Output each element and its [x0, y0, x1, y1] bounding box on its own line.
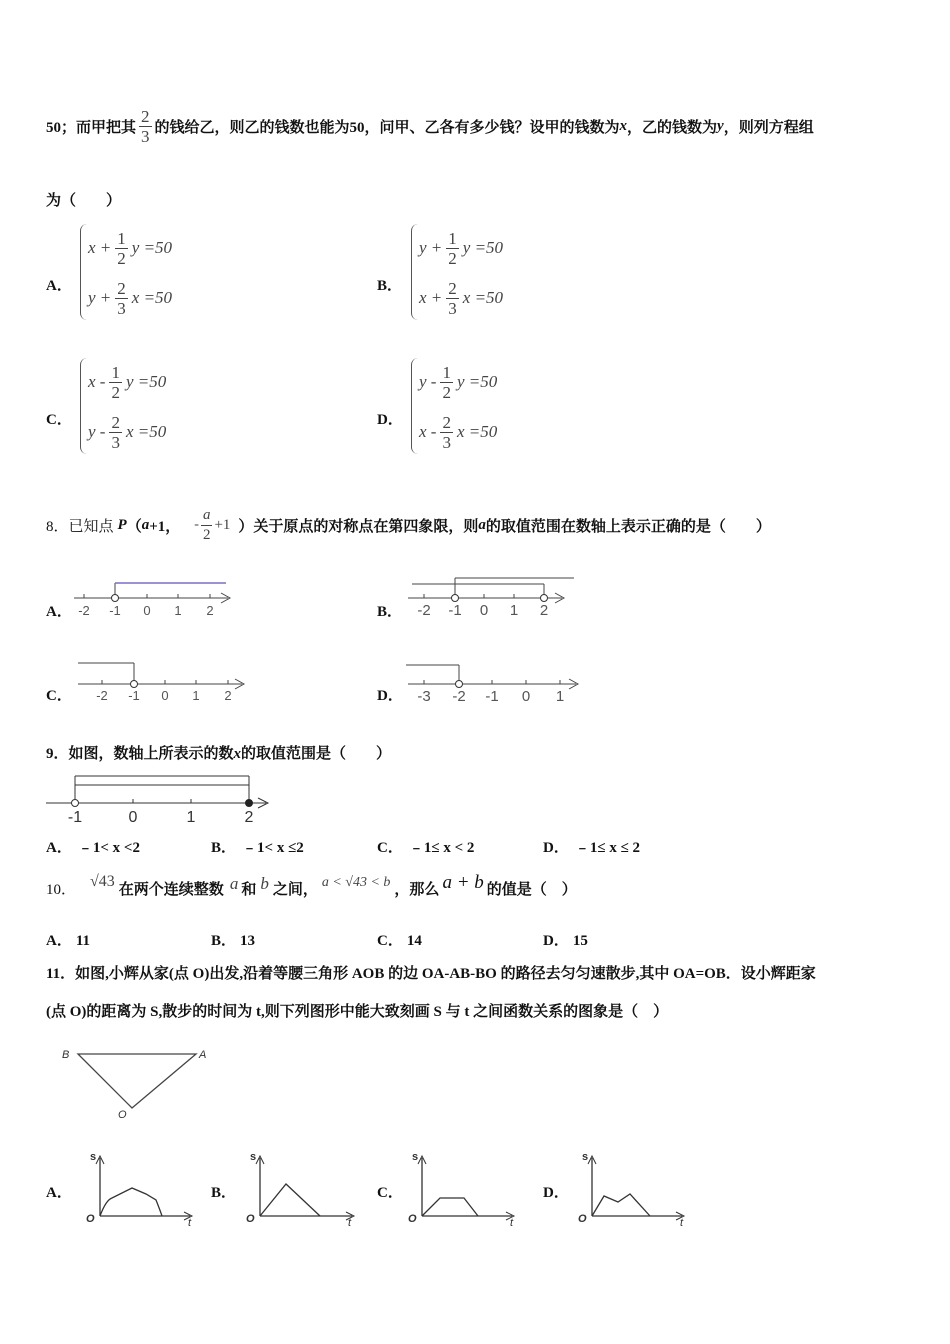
q11-option-b-label[interactable]: B．	[211, 1185, 237, 1201]
q8-fraction: $\frac{a}{2}$	[202, 506, 211, 543]
axis-s-label: s	[582, 1151, 589, 1163]
tick-label: 2	[539, 602, 549, 619]
tick-label: -1	[67, 809, 83, 826]
tick-label: 0	[521, 688, 531, 702]
q9-option-b[interactable]: B． ﹣1< x ≤2	[211, 840, 304, 856]
q7-option-d-equation-2: x - $\frac{2}{3}$ x =50	[419, 412, 498, 452]
q8-option-c-label[interactable]: C．	[46, 688, 72, 704]
brace	[411, 224, 418, 320]
q11-option-c-label[interactable]: C．	[377, 1185, 403, 1201]
q8-numberline-b	[404, 574, 579, 620]
q7-option-a-label[interactable]: A．	[46, 278, 72, 294]
brace	[411, 358, 418, 454]
vertex-o-label: O	[118, 1109, 127, 1121]
tick-label: 2	[206, 603, 214, 618]
q8-numberline-d	[404, 656, 589, 702]
axis-t-label: t	[348, 1217, 352, 1229]
q9-numberline	[44, 770, 274, 828]
q10-option-d[interactable]: D． 15	[543, 933, 588, 949]
tick-label: 1	[509, 602, 519, 619]
q9-stem: 9．如图，数轴上所表示的数x的取值范围是（ ）	[46, 746, 392, 762]
axis-t-label: t	[510, 1217, 514, 1229]
tick-label: 1	[186, 809, 196, 826]
fraction: $\frac{2}{3}$	[442, 412, 451, 452]
q9-option-a[interactable]: A． ﹣1< x <2	[46, 840, 140, 856]
q7-option-c-equation-1: x - $\frac{1}{2}$ y =50	[88, 362, 167, 402]
origin-label: O	[408, 1213, 417, 1225]
tick-label: -1	[485, 688, 499, 702]
q8-option-a-label[interactable]: A．	[46, 604, 72, 620]
q7-option-c-equation-2: y - $\frac{2}{3}$ x =50	[88, 412, 167, 452]
tick-label: -2	[96, 688, 108, 702]
axis-t-label: t	[680, 1217, 684, 1229]
fraction: $\frac{2}{3}$	[448, 278, 457, 318]
q10-inequality: a < √43 < b	[321, 875, 391, 890]
q10-sqrt: √43	[90, 873, 115, 890]
tick-label: -2	[452, 688, 466, 702]
vertex-a-label: A	[199, 1049, 207, 1061]
q10-stem: 10． √43 在两个连续整数 a 和 b 之间， a < √43 < b ，那么 a + b 的值是（ ）	[46, 872, 577, 898]
tick-label: -3	[417, 688, 431, 702]
q8-numberline-a	[70, 574, 240, 620]
brace	[80, 358, 87, 454]
q8-stem: 8．已知点 P （ a +1， - $\frac{a}{2}$ +1 ）关于原点的对称点在第四象限，则 a 的取值范围在数轴上表示正确的是（ ）	[46, 506, 771, 543]
tick-label: 2	[224, 688, 232, 702]
q11-option-a-label[interactable]: A．	[46, 1185, 72, 1201]
q11-line1: 11．如图,小辉从家(点 O)出发,沿着等腰三角形 AOB 的边 OA-AB-BO 的路径去匀匀速散步,其中 OA=OB．设小辉距家	[46, 966, 816, 982]
q7-option-d-equation-1: y - $\frac{1}{2}$ y =50	[419, 362, 498, 402]
origin-label: O	[246, 1213, 255, 1225]
q9-option-d[interactable]: D． ﹣1≤ x ≤ 2	[543, 840, 641, 856]
q11-triangle-figure	[56, 1042, 216, 1124]
tick-label: -2	[78, 603, 90, 618]
tick-label: 2	[244, 809, 254, 826]
fraction: $\frac{2}{3}$	[117, 278, 126, 318]
q7-text-b: 的钱给乙，则乙的钱数也能为50，问甲、乙各有多少钱？设甲的钱数为	[154, 119, 620, 136]
fraction: $\frac{1}{2}$	[111, 362, 120, 402]
origin-label: O	[578, 1213, 587, 1225]
tick-label: 0	[161, 688, 169, 702]
tick-label: 0	[128, 809, 138, 826]
fraction: $\frac{2}{3}$	[111, 412, 120, 452]
fraction: $\frac{1}{2}$	[448, 228, 457, 268]
tick-label: 0	[143, 603, 151, 618]
axis-s-label: s	[412, 1151, 419, 1163]
q7-option-b-equation-1: y + $\frac{1}{2}$ y =50	[419, 228, 504, 268]
vertex-b-label: B	[62, 1049, 70, 1061]
q11-line2: (点 O)的距离为 S,散步的时间为 t,则下列图形中能大致刻画 S 与 t 之间函数关系的图象是（ ）	[46, 1004, 669, 1020]
q11-graph-a	[84, 1148, 204, 1230]
q7-text-a: 50；而甲把其	[46, 119, 137, 136]
fraction: $\frac{1}{2}$	[117, 228, 126, 268]
q7-fraction: $\frac{2}{3}$	[141, 106, 150, 146]
q7-line1: 50；而甲把其 $\frac{2}{3}$ 的钱给乙，则乙的钱数也能为50，问甲、乙各有多少钱？设甲的钱数为 x ，乙的钱数为 y ，则列方程组	[46, 106, 814, 146]
brace	[80, 224, 87, 320]
tick-label: 1	[174, 603, 182, 618]
tick-label: -1	[128, 688, 140, 702]
tick-label: 0	[479, 602, 489, 619]
q8-numberline-c	[74, 656, 254, 702]
tick-label: -1	[109, 603, 121, 618]
axis-t-label: t	[188, 1217, 192, 1229]
q10-option-a[interactable]: A． 11	[46, 933, 91, 949]
axis-s-label: s	[90, 1151, 97, 1163]
q7-option-b-equation-2: x + $\frac{2}{3}$ x =50	[419, 278, 504, 318]
q11-option-d-label[interactable]: D．	[543, 1185, 569, 1201]
q9-option-c[interactable]: C． ﹣1≤ x < 2	[377, 840, 475, 856]
tick-label: 1	[555, 688, 565, 702]
q11-graph-b	[244, 1148, 364, 1230]
origin-label: O	[86, 1213, 95, 1225]
q7-option-a-equation-1: x + $\frac{1}{2}$ y =50	[88, 228, 173, 268]
q7-option-a-equation-2: y + $\frac{2}{3}$ x =50	[88, 278, 173, 318]
q10-option-b[interactable]: B． 13	[211, 933, 256, 949]
fraction: $\frac{1}{2}$	[442, 362, 451, 402]
q7-option-c-label[interactable]: C．	[46, 412, 72, 428]
q7-line2: 为（ ）	[46, 193, 122, 209]
q11-graph-c	[406, 1148, 526, 1230]
axis-s-label: s	[250, 1151, 257, 1163]
q8-option-d-label[interactable]: D．	[377, 688, 403, 704]
q11-graph-d	[576, 1148, 696, 1230]
tick-label: -2	[417, 602, 431, 619]
q10-sum: a + b	[442, 872, 484, 893]
tick-label: -1	[448, 602, 462, 619]
q10-option-c[interactable]: C． 14	[377, 933, 422, 949]
tick-label: 1	[192, 688, 200, 702]
q7-option-b-label[interactable]: B．	[377, 278, 403, 294]
q8-option-b-label[interactable]: B．	[377, 604, 403, 620]
q7-option-d-label[interactable]: D．	[377, 412, 403, 428]
